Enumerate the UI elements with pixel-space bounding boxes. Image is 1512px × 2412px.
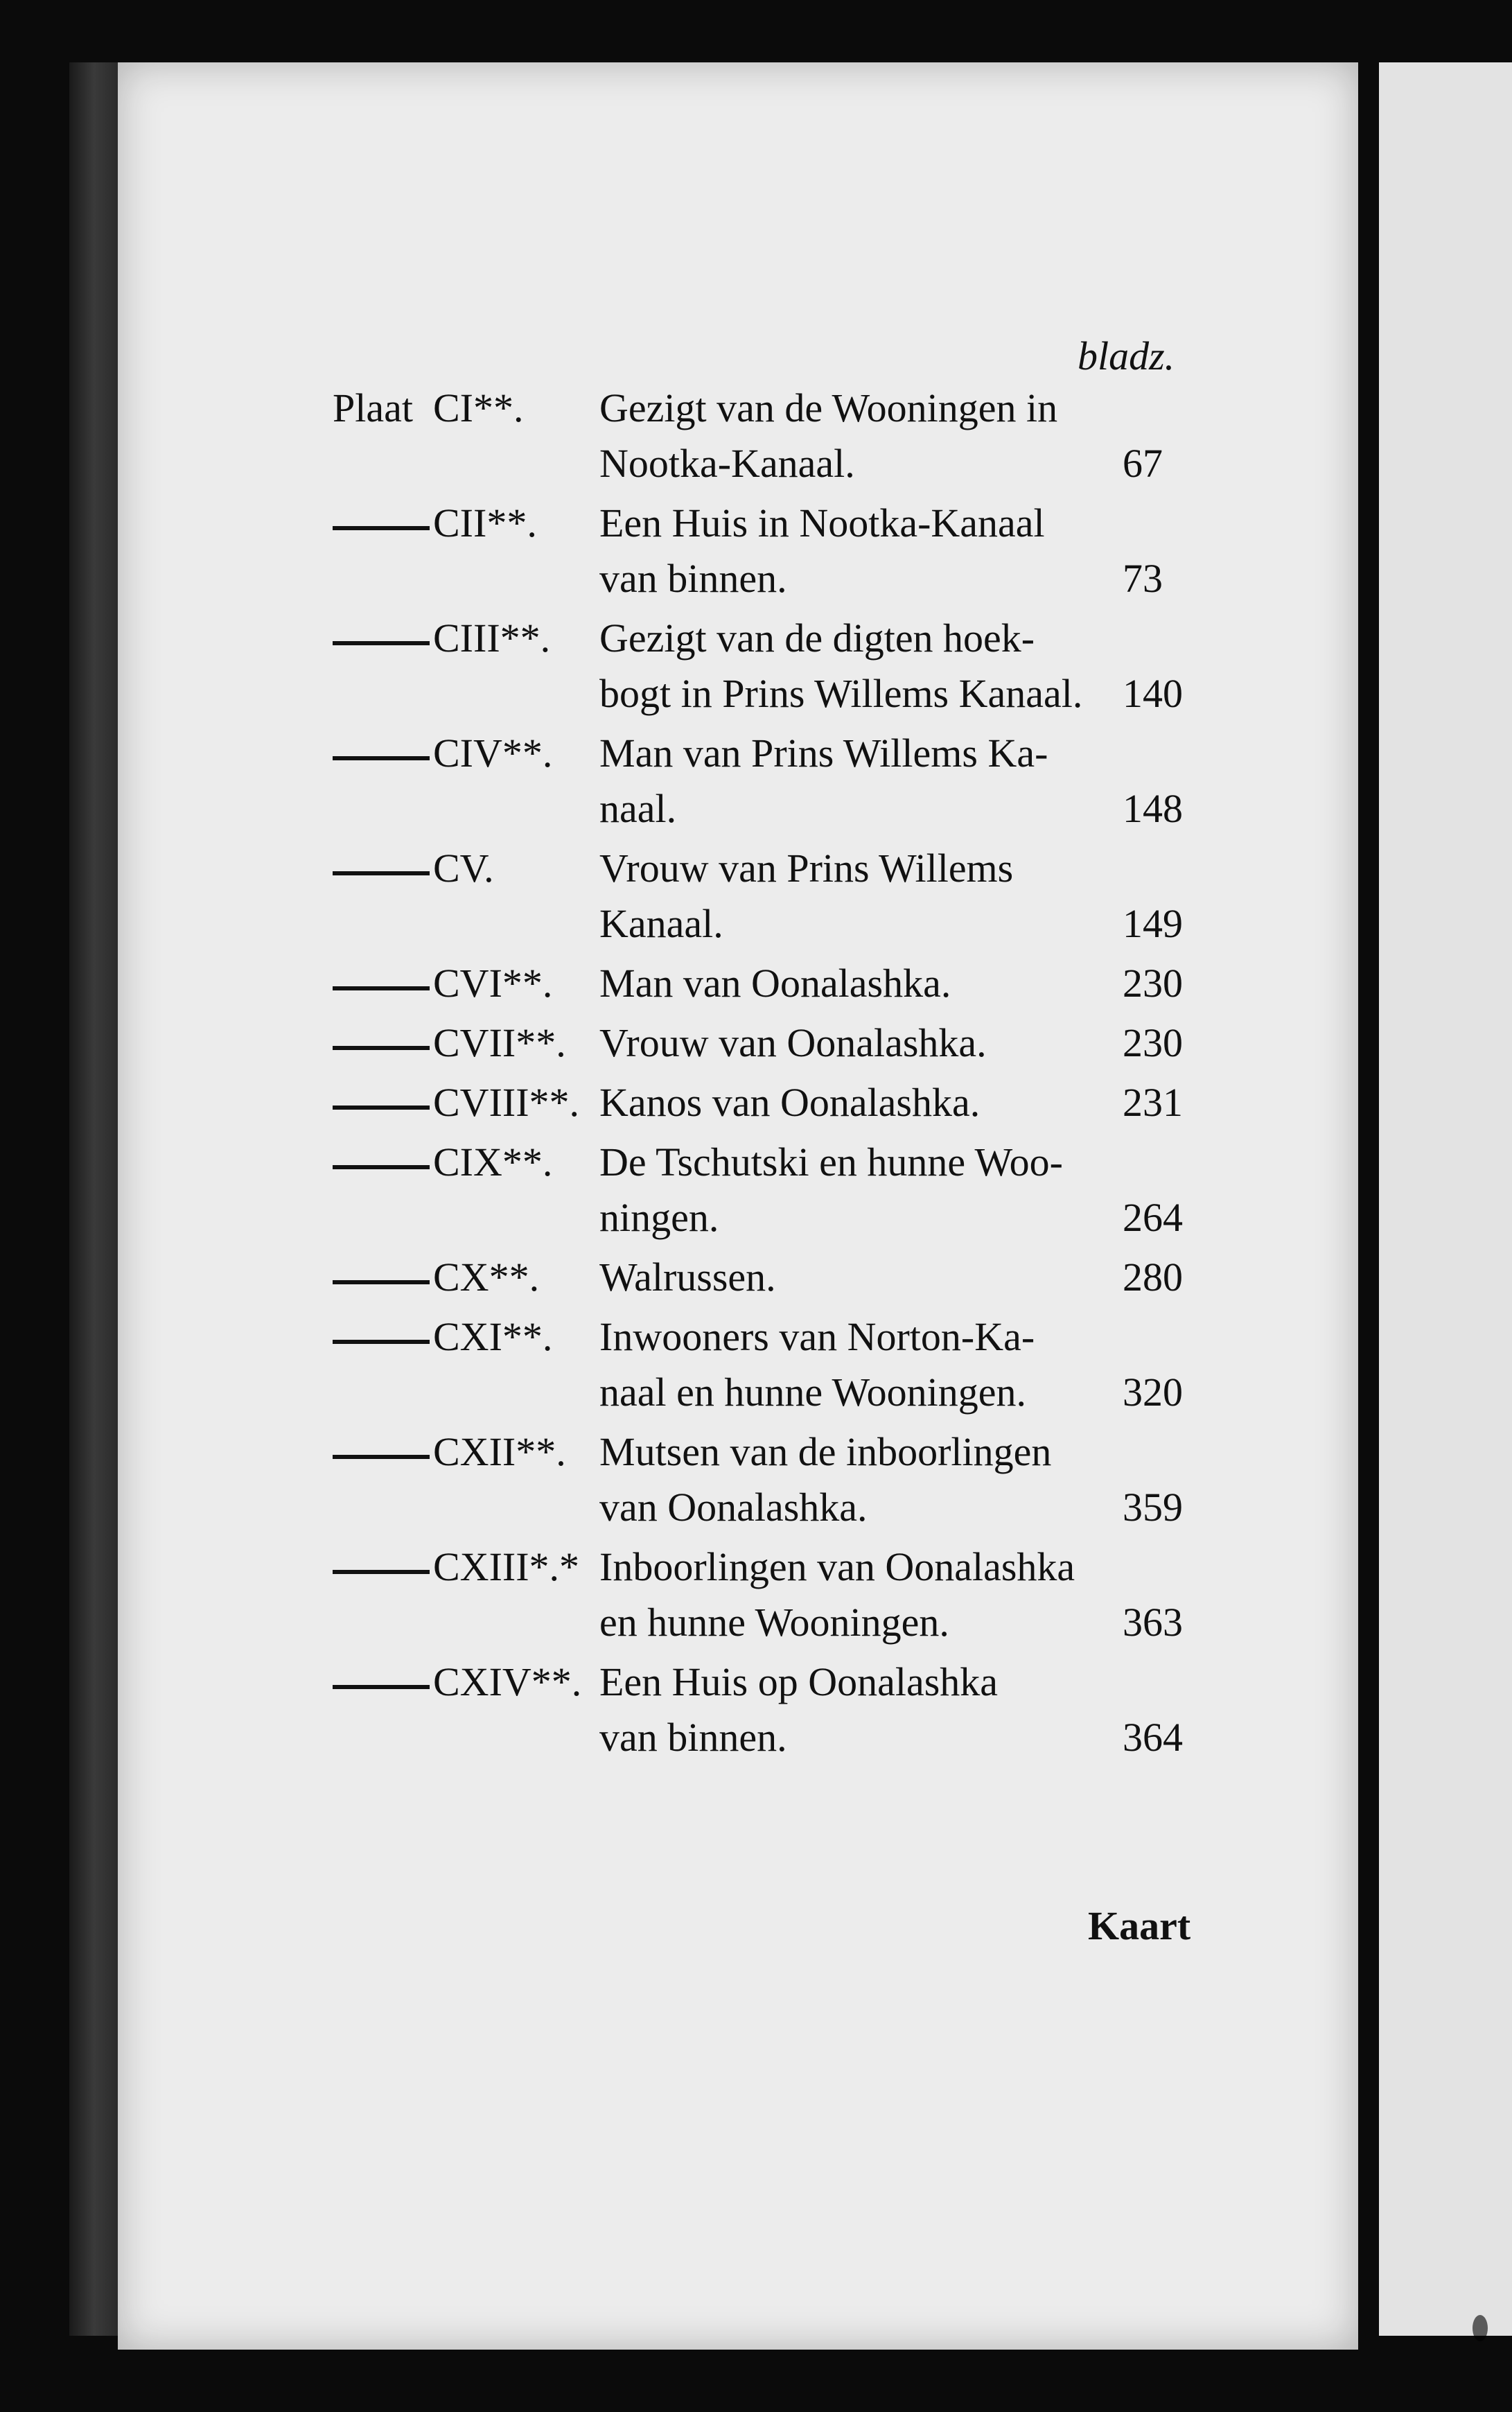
plate-title-line: Kanaal. <box>599 901 723 946</box>
plate-number: CXIII*.* <box>433 1544 580 1589</box>
plate-label: Plaat <box>333 385 413 430</box>
page-number: 230 <box>1123 1020 1183 1065</box>
ditto-dash <box>333 526 430 530</box>
plate-number: CII**. <box>433 500 537 545</box>
plate-title-line: naal. <box>599 786 677 831</box>
ditto-dash <box>333 1340 430 1344</box>
plate-title-line: Een Huis in Nootka-Kanaal <box>599 500 1045 545</box>
page-column-header: bladz. <box>1078 333 1175 378</box>
plate-title-line: Inwooners van Norton-Ka- <box>599 1314 1035 1359</box>
page-number: 280 <box>1123 1255 1183 1300</box>
page-number: 148 <box>1123 786 1183 831</box>
plate-title-line: van binnen. <box>599 556 787 601</box>
plate-title-line: Gezigt van de Wooningen in <box>599 385 1058 430</box>
page-number: 230 <box>1123 961 1183 1006</box>
plate-title-line: en hunne Wooningen. <box>599 1600 949 1645</box>
page-number: 359 <box>1123 1485 1183 1530</box>
catchword: Kaart <box>1088 1903 1191 1948</box>
page-number: 67 <box>1123 441 1163 486</box>
plate-title-line: Een Huis op Oonalashka <box>599 1659 999 1704</box>
plate-number: CXI**. <box>433 1314 553 1359</box>
page-number: 264 <box>1123 1195 1183 1240</box>
plate-number: CX**. <box>433 1255 540 1300</box>
page-number: 231 <box>1123 1080 1183 1125</box>
plate-number: CIV**. <box>433 731 553 776</box>
plate-number: CXII**. <box>433 1429 566 1474</box>
ditto-dash <box>333 641 430 645</box>
ditto-dash <box>333 1046 430 1050</box>
plate-title-line: De Tschutski en hunne Woo- <box>599 1139 1063 1185</box>
plate-title-line: Man van Oonalashka. <box>599 961 951 1006</box>
plate-title-line: Vrouw van Oonalashka. <box>599 1020 987 1065</box>
plate-title-line: Walrussen. <box>599 1255 776 1300</box>
plate-number: CI**. <box>433 385 524 430</box>
plate-number: CVII**. <box>433 1020 566 1065</box>
plate-title-line: van Oonalashka. <box>599 1485 868 1530</box>
plate-title-line: Inboorlingen van Oonalashka <box>599 1544 1075 1589</box>
plate-title-line: Nootka-Kanaal. <box>599 441 855 486</box>
ditto-dash <box>333 1455 430 1459</box>
page-number: 364 <box>1123 1715 1183 1760</box>
ditto-dash <box>333 986 430 990</box>
plate-title-line: Mutsen van de inboorlingen <box>599 1429 1052 1474</box>
page-number: 363 <box>1123 1600 1183 1645</box>
plate-number: CVIII**. <box>433 1080 580 1125</box>
plate-title-line: naal en hunne Wooningen. <box>599 1370 1026 1415</box>
ditto-dash <box>333 1570 430 1574</box>
ditto-dash <box>333 871 430 875</box>
plate-title-line: Kanos van Oonalashka. <box>599 1080 981 1125</box>
plate-number: CIX**. <box>433 1139 553 1185</box>
ditto-dash <box>333 1106 430 1110</box>
page-number: 149 <box>1123 901 1183 946</box>
ink-spot <box>1473 2315 1488 2341</box>
plate-number: CVI**. <box>433 961 553 1006</box>
plate-number: CV. <box>433 846 494 891</box>
plate-title-line: van binnen. <box>599 1715 787 1760</box>
page-number: 73 <box>1123 556 1163 601</box>
plate-title-line: bogt in Prins Willems Kanaal. <box>599 671 1083 716</box>
page-number: 320 <box>1123 1370 1183 1415</box>
facing-page <box>1379 62 1512 2336</box>
plate-title-line: Gezigt van de digten hoek- <box>599 615 1035 661</box>
plate-title-line: Vrouw van Prins Willems <box>599 846 1014 891</box>
ditto-dash <box>333 1280 430 1284</box>
ditto-dash <box>333 1685 430 1689</box>
plate-number: CXIV**. <box>433 1659 582 1704</box>
page-number: 140 <box>1123 671 1183 716</box>
ditto-dash <box>333 1165 430 1169</box>
plate-title-line: ningen. <box>599 1195 719 1240</box>
plate-title-line: Man van Prins Willems Ka- <box>599 731 1048 776</box>
ditto-dash <box>333 756 430 760</box>
plate-number: CIII**. <box>433 615 551 661</box>
